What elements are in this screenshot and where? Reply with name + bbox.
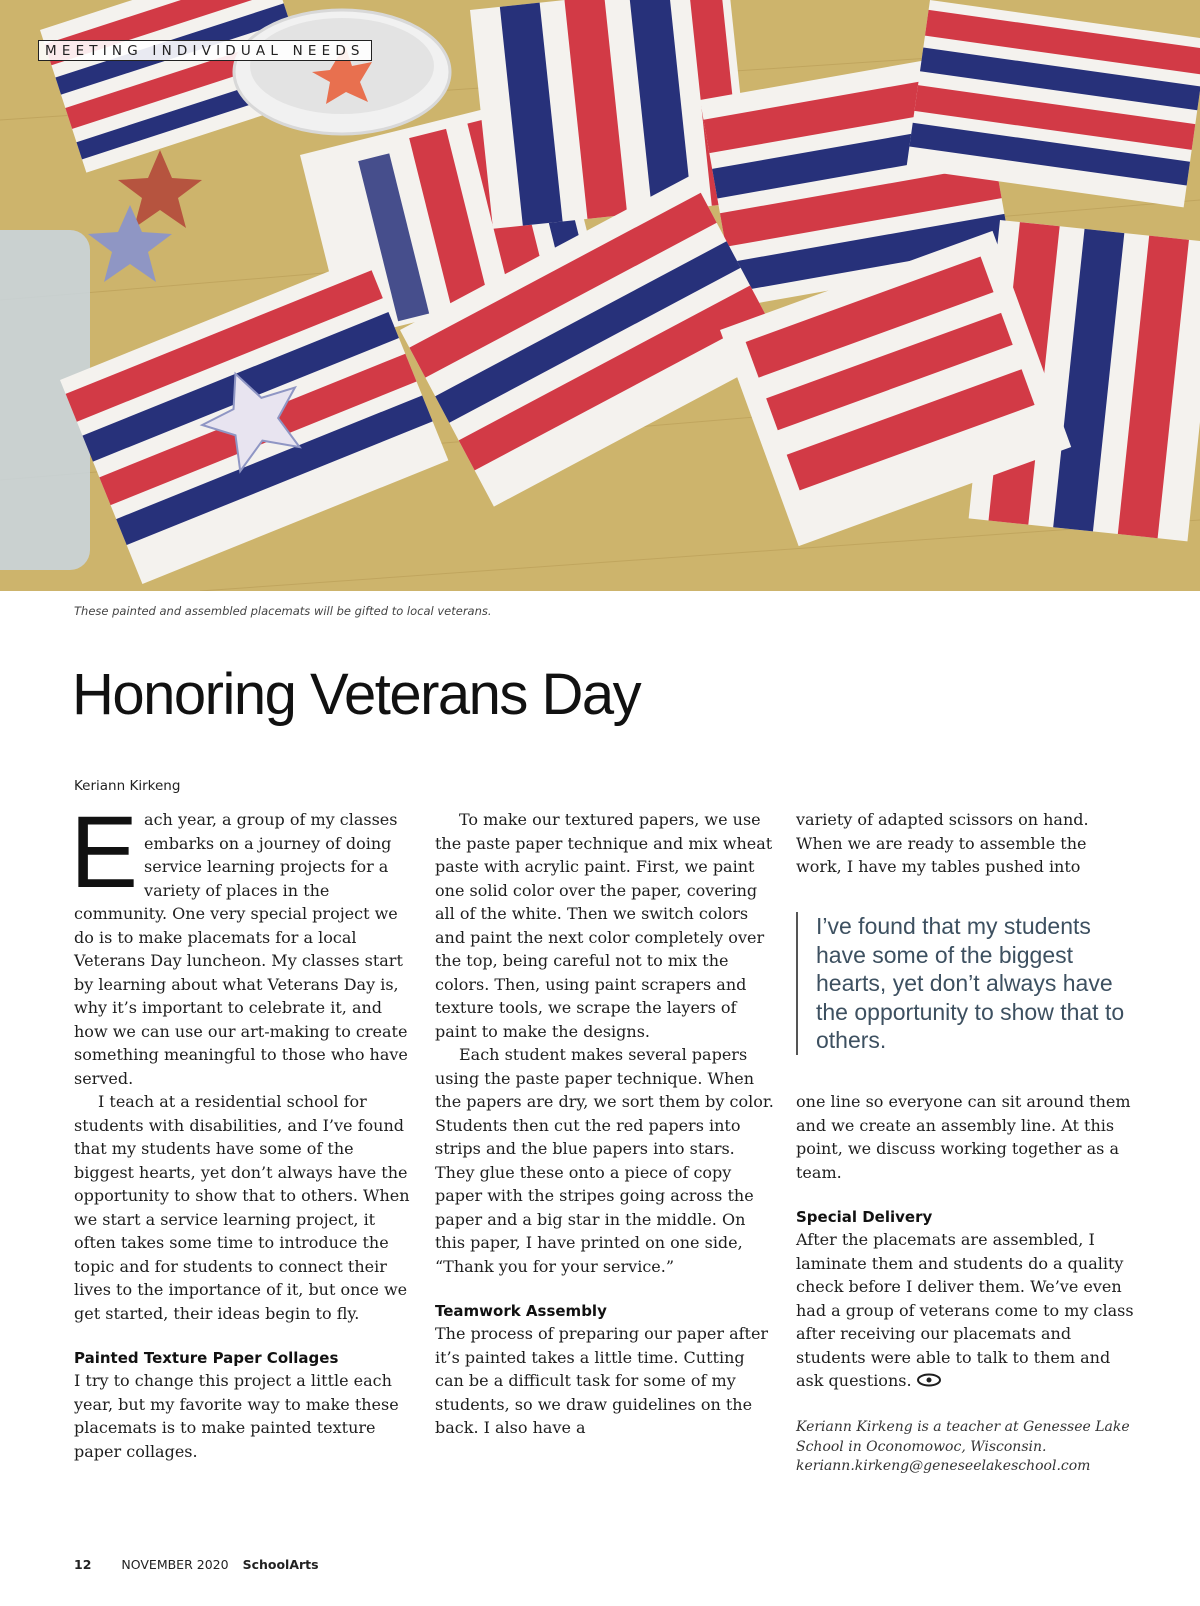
drop-cap: E [70, 795, 139, 909]
column-3-top [796, 808, 1136, 879]
paragraph-4: To make our textured papers, we use the paste paper technique and mix wheat paste with acrylic paint. First, we paint one solid color over the paper, covering all of the white. Then we switch colors and paint the next color completely over the top, being careful not to mix the colors. Then, using paint scrapers and texture tools, we scrape the layers of paint to make the designs. [435, 810, 773, 1041]
article-title: Honoring Veterans Day [72, 662, 641, 727]
magazine-name: SchoolArts [242, 1557, 319, 1572]
paragraph-intro [70, 795, 414, 1090]
page-number: 12 [74, 1557, 92, 1572]
end-mark-icon [916, 1370, 942, 1394]
paragraph-5: Each student makes several papers using the paste paper technique. When the papers are dry, we sort them by color. Students then cut the red papers into strips and the blue papers into stars. They glue these onto a piece of copy paper with the stripes going across the paper and a big star in the middle. On this paper, I have printed on one side, “Thank you for your service.” [435, 1045, 774, 1276]
paragraph-6: The process of preparing our paper after it’s painted takes a little time. Cutting can be a difficult task for some of my students, so we draw guidelines on the back. I also have a [435, 1324, 769, 1437]
issue-date: NOVEMBER 2020 [121, 1557, 229, 1572]
author-byline: Keriann Kirkeng [74, 778, 181, 794]
paragraph-1-text: ach year, a group of my classes embarks on a journey of doing service learning projects for a variety of places in the community. One very special project we do is to make placemats for a local Veterans Day luncheon. My classes start by learning about what Veterans Day is, why it’s important to celebrate it, and how we can use our art-making to create something meaningful to those who have served. [74, 810, 408, 1088]
paragraph-7: variety of adapted scissors on hand. When we are ready to assemble the work, I have my tables pushed into [796, 810, 1089, 876]
author-bio-text: Keriann Kirkeng is a teacher at Genessee Lake School in Oconomowoc, Wisconsin. [796, 1419, 1130, 1455]
author-bio [796, 1418, 1136, 1477]
column-2 [435, 808, 775, 1440]
column-3-bottom [796, 1090, 1136, 1393]
paragraph-9 [796, 1228, 1136, 1393]
paragraph-2: I teach at a residential school for students with disabilities, and I’ve found that my students have some of the biggest hearts, yet don’t always have the opportunity to show that to others. When we start a service learning project, it often takes some time to introduce the topic and for students to connect their lives to the importance of it, but once we get started, their ideas begin to fly. [74, 1092, 410, 1323]
placemats-illustration [0, 0, 1200, 591]
subhead-painted-texture: Painted Texture Paper Collages [74, 1349, 339, 1367]
paragraph-8: one line so everyone can sit around them and we create an assembly line. At this point, we discuss working together as a team. [796, 1092, 1131, 1182]
placemats-photo [0, 0, 1200, 591]
paragraph-3: I try to change this project a little each year, but my favorite way to make these placemats is to make painted texture paper collages. [74, 1371, 399, 1461]
paragraph-9-text: After the placemats are assembled, I laminate them and students do a quality check before I deliver them. We’ve even had a group of veterans come to my class after receiving our placemats and students were able to talk to them and ask questions. [796, 1230, 1134, 1390]
section-tag: MEETING INDIVIDUAL NEEDS [38, 40, 372, 61]
page-footer [74, 1557, 319, 1572]
pull-quote: I’ve found that my students have some of the biggest hearts, yet don’t always have the opportunity to show that to others. [796, 912, 1136, 1055]
subhead-special-delivery: Special Delivery [796, 1208, 933, 1226]
photo-caption: These painted and assembled placemats will be gifted to local veterans. [74, 604, 492, 618]
subhead-teamwork: Teamwork Assembly [435, 1302, 607, 1320]
column-1 [70, 795, 414, 1463]
author-email: keriann.kirkeng@geneseelakeschool.com [796, 1458, 1091, 1474]
